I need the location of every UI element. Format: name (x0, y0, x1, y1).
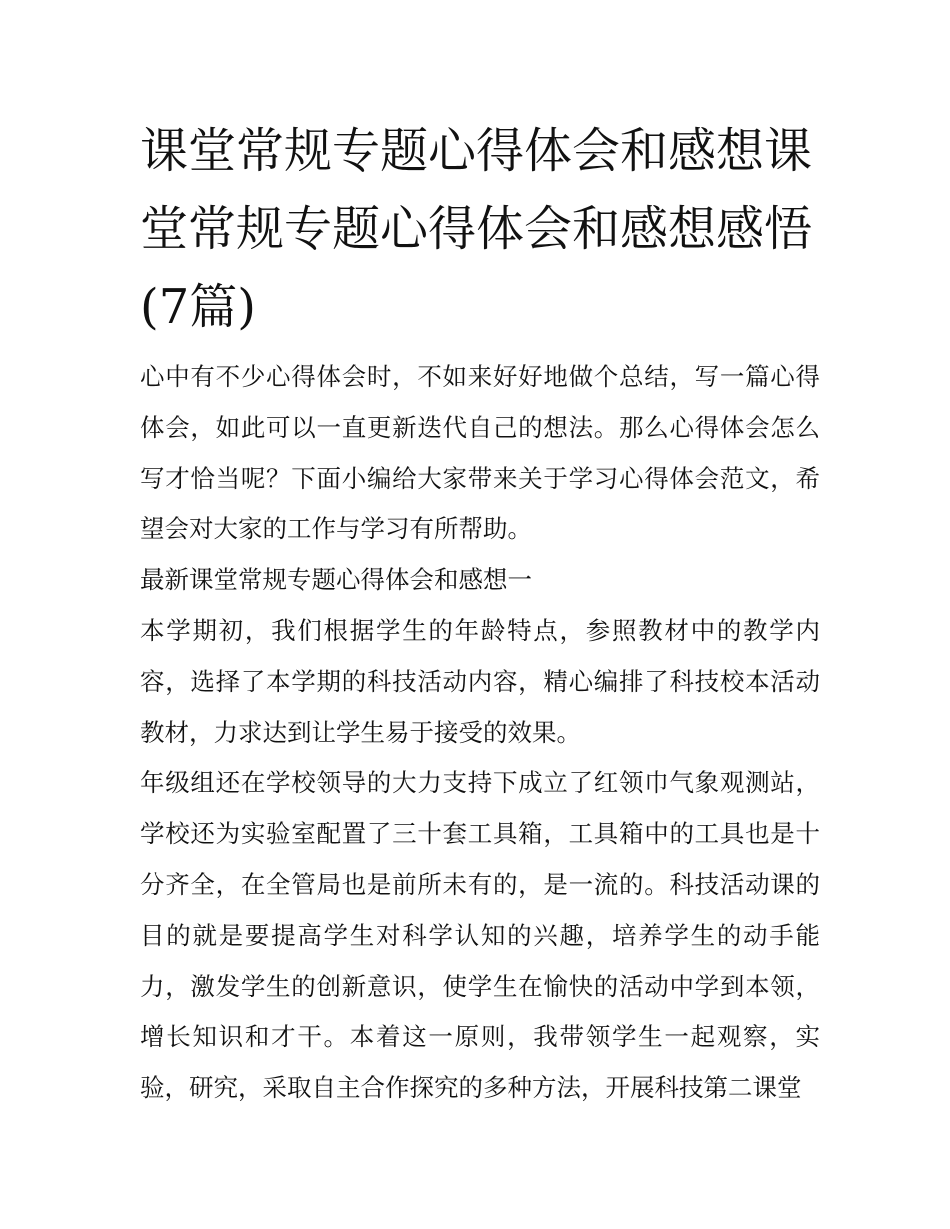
document-title: 课堂常规专题心得体会和感想课堂常规专题心得体会和感想感悟(7篇) (140, 123, 813, 335)
body-paragraph: 本学期初，我们根据学生的年龄特点，参照教材中的教学内容，选择了本学期的科技活动内容，精心编排了科技校本活动教材，力求达到让学生易于接受的效果。 (140, 615, 820, 747)
section-heading: 最新课堂常规专题心得体会和感想一 (140, 565, 532, 595)
intro-paragraph: 心中有不少心得体会时，不如来好好地做个总结，写一篇心得体会，如此可以一直更新迭代自己的想法。那么心得体会怎么写才恰当呢？下面小编给大家带来关于学习心得体会范文，希望会对大家的工作与学习有所帮助。 (140, 362, 820, 544)
body-paragraph: 年级组还在学校领导的大力支持下成立了红领巾气象观测站，学校还为实验室配置了三十套工具箱，工具箱中的工具也是十分齐全，在全管局也是前所未有的，是一流的。科技活动课的目的就是要提高学生对科学认知的兴趣，培养学生的动手能力，激发学生的创新意识，使学生在愉快的活动中学到本领，增长知识和才干。本着这一原则，我带领学生一起观察，实验，研究，采取自主合作探究的多种方法，开展科技第二课堂 (140, 768, 820, 1103)
document-body (140, 352, 820, 1114)
